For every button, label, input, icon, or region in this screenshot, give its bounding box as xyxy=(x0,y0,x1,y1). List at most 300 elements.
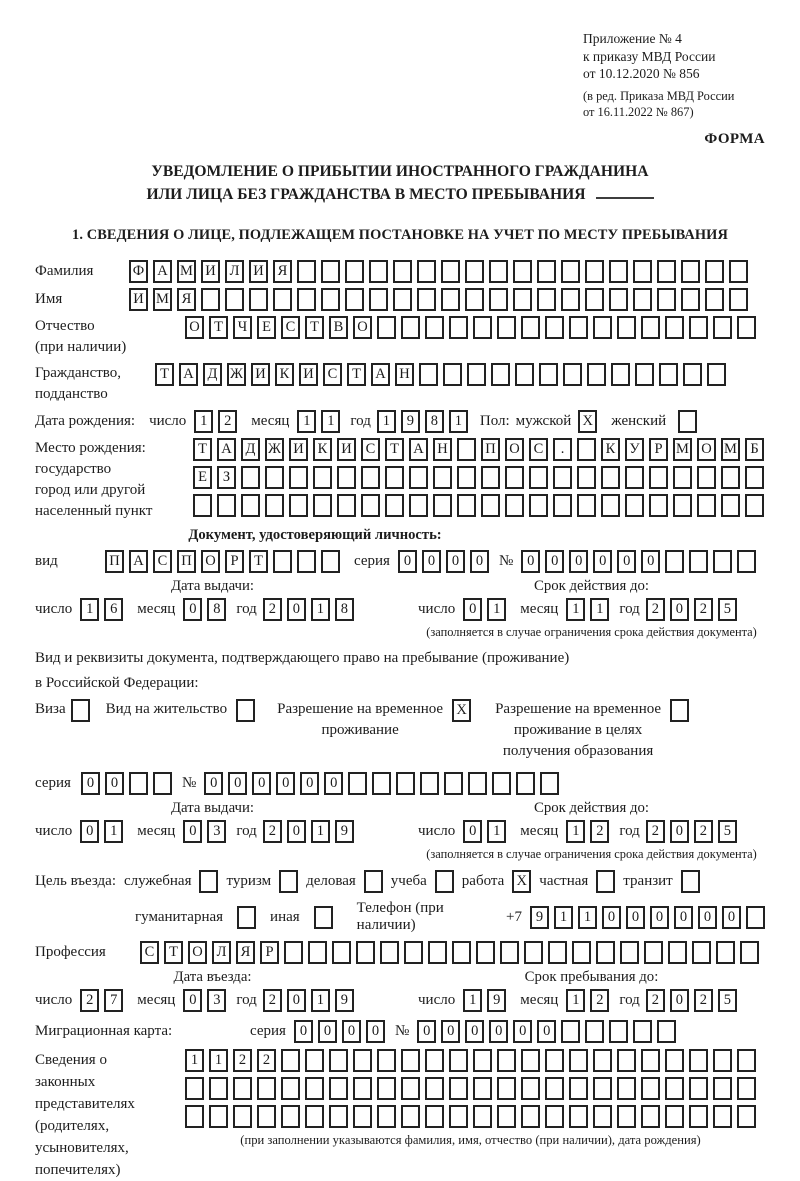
char-cell[interactable] xyxy=(372,772,391,795)
char-cell[interactable] xyxy=(313,494,332,517)
char-cell[interactable] xyxy=(737,316,756,339)
char-cell[interactable] xyxy=(409,466,428,489)
char-cell[interactable] xyxy=(329,1105,348,1128)
char-cell[interactable]: О xyxy=(188,941,207,964)
char-cell[interactable]: С xyxy=(140,941,159,964)
char-cell[interactable]: 1 xyxy=(311,820,330,843)
char-cell[interactable] xyxy=(491,363,510,386)
char-cell[interactable]: А xyxy=(371,363,390,386)
char-cell[interactable] xyxy=(305,1077,324,1100)
char-cell[interactable] xyxy=(665,1049,684,1072)
char-cell[interactable] xyxy=(641,1049,660,1072)
char-cell[interactable] xyxy=(513,288,532,311)
char-cell[interactable] xyxy=(393,260,412,283)
char-cell[interactable]: Т xyxy=(347,363,366,386)
char-cell[interactable] xyxy=(401,316,420,339)
char-cell[interactable] xyxy=(681,288,700,311)
char-cell[interactable]: С xyxy=(323,363,342,386)
char-cell[interactable]: Р xyxy=(649,438,668,461)
char-cell[interactable] xyxy=(553,494,572,517)
char-cell[interactable]: 0 xyxy=(602,906,621,929)
char-cell[interactable] xyxy=(697,466,716,489)
char-cell[interactable]: Т xyxy=(249,550,268,573)
char-cell[interactable] xyxy=(443,363,462,386)
char-cell[interactable] xyxy=(609,260,628,283)
char-cell[interactable] xyxy=(673,466,692,489)
char-cell[interactable] xyxy=(353,1049,372,1072)
char-cell[interactable]: Я xyxy=(177,288,196,311)
char-cell[interactable]: С xyxy=(281,316,300,339)
char-cell[interactable] xyxy=(593,316,612,339)
char-cell[interactable] xyxy=(433,494,452,517)
char-cell[interactable] xyxy=(265,494,284,517)
char-cell[interactable] xyxy=(745,494,764,517)
char-cell[interactable] xyxy=(297,550,316,573)
char-cell[interactable]: 2 xyxy=(694,598,713,621)
char-cell[interactable]: 0 xyxy=(463,820,482,843)
char-cell[interactable] xyxy=(241,494,260,517)
char-cell[interactable] xyxy=(289,466,308,489)
char-cell[interactable] xyxy=(649,466,668,489)
char-cell[interactable] xyxy=(209,1105,228,1128)
char-cell[interactable]: 2 xyxy=(694,820,713,843)
char-cell[interactable]: 0 xyxy=(545,550,564,573)
char-cell[interactable] xyxy=(348,772,367,795)
char-cell[interactable] xyxy=(513,260,532,283)
char-cell[interactable] xyxy=(617,1049,636,1072)
char-cell[interactable] xyxy=(329,1049,348,1072)
char-cell[interactable]: 2 xyxy=(263,598,282,621)
char-cell[interactable] xyxy=(273,550,292,573)
char-cell[interactable]: X xyxy=(452,699,471,722)
char-cell[interactable] xyxy=(468,772,487,795)
char-cell[interactable]: 0 xyxy=(521,550,540,573)
char-cell[interactable]: 0 xyxy=(513,1020,532,1043)
char-cell[interactable]: 0 xyxy=(183,989,202,1012)
char-cell[interactable]: 0 xyxy=(670,989,689,1012)
char-cell[interactable]: 1 xyxy=(80,598,99,621)
char-cell[interactable] xyxy=(237,906,256,929)
char-cell[interactable] xyxy=(452,941,471,964)
char-cell[interactable] xyxy=(689,316,708,339)
char-cell[interactable] xyxy=(377,1077,396,1100)
char-cell[interactable] xyxy=(356,941,375,964)
char-cell[interactable] xyxy=(585,288,604,311)
char-cell[interactable] xyxy=(569,316,588,339)
char-cell[interactable] xyxy=(435,870,454,893)
char-cell[interactable] xyxy=(361,466,380,489)
char-cell[interactable] xyxy=(657,1020,676,1043)
char-cell[interactable]: 0 xyxy=(294,1020,313,1043)
char-cell[interactable]: 1 xyxy=(566,989,585,1012)
char-cell[interactable] xyxy=(193,494,212,517)
char-cell[interactable]: 2 xyxy=(590,989,609,1012)
char-cell[interactable]: 9 xyxy=(530,906,549,929)
char-cell[interactable]: П xyxy=(105,550,124,573)
char-cell[interactable] xyxy=(609,288,628,311)
char-cell[interactable] xyxy=(659,363,678,386)
char-cell[interactable] xyxy=(393,288,412,311)
char-cell[interactable]: Т xyxy=(155,363,174,386)
char-cell[interactable] xyxy=(537,260,556,283)
char-cell[interactable]: 2 xyxy=(80,989,99,1012)
char-cell[interactable] xyxy=(313,466,332,489)
char-cell[interactable] xyxy=(737,1105,756,1128)
char-cell[interactable]: 0 xyxy=(465,1020,484,1043)
char-cell[interactable] xyxy=(401,1077,420,1100)
char-cell[interactable]: . xyxy=(553,438,572,461)
char-cell[interactable] xyxy=(185,1077,204,1100)
char-cell[interactable]: 9 xyxy=(487,989,506,1012)
char-cell[interactable] xyxy=(396,772,415,795)
char-cell[interactable] xyxy=(385,466,404,489)
char-cell[interactable] xyxy=(465,260,484,283)
char-cell[interactable] xyxy=(649,494,668,517)
char-cell[interactable] xyxy=(473,316,492,339)
char-cell[interactable] xyxy=(524,941,543,964)
char-cell[interactable]: 5 xyxy=(718,989,737,1012)
char-cell[interactable] xyxy=(71,699,90,722)
char-cell[interactable]: 6 xyxy=(104,598,123,621)
char-cell[interactable] xyxy=(457,438,476,461)
char-cell[interactable] xyxy=(740,941,759,964)
char-cell[interactable]: К xyxy=(601,438,620,461)
char-cell[interactable] xyxy=(537,288,556,311)
char-cell[interactable] xyxy=(601,466,620,489)
char-cell[interactable]: 2 xyxy=(590,820,609,843)
char-cell[interactable]: 2 xyxy=(646,820,665,843)
char-cell[interactable] xyxy=(401,1049,420,1072)
char-cell[interactable] xyxy=(681,870,700,893)
char-cell[interactable] xyxy=(561,1020,580,1043)
char-cell[interactable]: О xyxy=(201,550,220,573)
char-cell[interactable]: Т xyxy=(385,438,404,461)
char-cell[interactable] xyxy=(305,1049,324,1072)
char-cell[interactable]: Л xyxy=(212,941,231,964)
char-cell[interactable]: 0 xyxy=(342,1020,361,1043)
char-cell[interactable]: А xyxy=(153,260,172,283)
char-cell[interactable] xyxy=(713,1049,732,1072)
char-cell[interactable] xyxy=(500,941,519,964)
char-cell[interactable]: 1 xyxy=(321,410,340,433)
char-cell[interactable] xyxy=(209,1077,228,1100)
char-cell[interactable] xyxy=(297,288,316,311)
char-cell[interactable]: 3 xyxy=(207,820,226,843)
char-cell[interactable] xyxy=(745,466,764,489)
char-cell[interactable]: 0 xyxy=(650,906,669,929)
char-cell[interactable]: 0 xyxy=(593,550,612,573)
char-cell[interactable] xyxy=(417,260,436,283)
char-cell[interactable] xyxy=(353,1077,372,1100)
char-cell[interactable]: 1 xyxy=(487,598,506,621)
char-cell[interactable]: 0 xyxy=(287,598,306,621)
char-cell[interactable] xyxy=(521,316,540,339)
char-cell[interactable] xyxy=(441,260,460,283)
char-cell[interactable]: X xyxy=(578,410,597,433)
char-cell[interactable]: М xyxy=(153,288,172,311)
char-cell[interactable] xyxy=(611,363,630,386)
char-cell[interactable] xyxy=(529,466,548,489)
char-cell[interactable]: У xyxy=(625,438,644,461)
char-cell[interactable] xyxy=(257,1105,276,1128)
char-cell[interactable] xyxy=(641,1105,660,1128)
char-cell[interactable]: 0 xyxy=(722,906,741,929)
char-cell[interactable]: 0 xyxy=(398,550,417,573)
char-cell[interactable]: А xyxy=(409,438,428,461)
char-cell[interactable] xyxy=(233,1077,252,1100)
char-cell[interactable] xyxy=(345,288,364,311)
char-cell[interactable] xyxy=(678,410,697,433)
char-cell[interactable] xyxy=(737,1049,756,1072)
char-cell[interactable] xyxy=(129,772,148,795)
char-cell[interactable]: 2 xyxy=(218,410,237,433)
char-cell[interactable] xyxy=(425,1077,444,1100)
char-cell[interactable] xyxy=(281,1105,300,1128)
char-cell[interactable] xyxy=(596,870,615,893)
char-cell[interactable] xyxy=(593,1077,612,1100)
char-cell[interactable]: 0 xyxy=(204,772,223,795)
char-cell[interactable]: 8 xyxy=(425,410,444,433)
char-cell[interactable] xyxy=(521,1077,540,1100)
char-cell[interactable]: 0 xyxy=(537,1020,556,1043)
char-cell[interactable] xyxy=(492,772,511,795)
char-cell[interactable] xyxy=(668,941,687,964)
char-cell[interactable] xyxy=(284,941,303,964)
char-cell[interactable]: 1 xyxy=(311,598,330,621)
char-cell[interactable] xyxy=(617,316,636,339)
char-cell[interactable]: Е xyxy=(257,316,276,339)
char-cell[interactable]: С xyxy=(361,438,380,461)
char-cell[interactable]: И xyxy=(249,260,268,283)
char-cell[interactable] xyxy=(540,772,559,795)
char-cell[interactable] xyxy=(489,260,508,283)
char-cell[interactable] xyxy=(681,260,700,283)
char-cell[interactable]: 0 xyxy=(617,550,636,573)
char-cell[interactable] xyxy=(746,906,765,929)
char-cell[interactable] xyxy=(641,1077,660,1100)
char-cell[interactable]: М xyxy=(721,438,740,461)
char-cell[interactable]: И xyxy=(129,288,148,311)
char-cell[interactable] xyxy=(467,363,486,386)
char-cell[interactable]: Я xyxy=(273,260,292,283)
char-cell[interactable]: 7 xyxy=(104,989,123,1012)
char-cell[interactable] xyxy=(217,494,236,517)
char-cell[interactable]: 1 xyxy=(449,410,468,433)
char-cell[interactable] xyxy=(449,1049,468,1072)
char-cell[interactable] xyxy=(617,1105,636,1128)
char-cell[interactable]: 2 xyxy=(263,989,282,1012)
char-cell[interactable]: 1 xyxy=(104,820,123,843)
char-cell[interactable]: И xyxy=(289,438,308,461)
char-cell[interactable] xyxy=(417,288,436,311)
char-cell[interactable] xyxy=(620,941,639,964)
char-cell[interactable] xyxy=(596,941,615,964)
char-cell[interactable] xyxy=(587,363,606,386)
char-cell[interactable]: Ч xyxy=(233,316,252,339)
char-cell[interactable] xyxy=(409,494,428,517)
char-cell[interactable]: 9 xyxy=(335,820,354,843)
char-cell[interactable]: 5 xyxy=(718,820,737,843)
char-cell[interactable]: Д xyxy=(203,363,222,386)
char-cell[interactable] xyxy=(345,260,364,283)
char-cell[interactable] xyxy=(529,494,548,517)
char-cell[interactable] xyxy=(729,288,748,311)
char-cell[interactable]: 0 xyxy=(80,820,99,843)
char-cell[interactable] xyxy=(545,1105,564,1128)
char-cell[interactable]: 0 xyxy=(300,772,319,795)
char-cell[interactable] xyxy=(233,1105,252,1128)
char-cell[interactable] xyxy=(201,288,220,311)
char-cell[interactable]: 9 xyxy=(335,989,354,1012)
char-cell[interactable] xyxy=(729,260,748,283)
char-cell[interactable] xyxy=(425,316,444,339)
char-cell[interactable] xyxy=(505,494,524,517)
char-cell[interactable] xyxy=(633,288,652,311)
char-cell[interactable]: 9 xyxy=(401,410,420,433)
char-cell[interactable] xyxy=(481,466,500,489)
char-cell[interactable]: О xyxy=(353,316,372,339)
char-cell[interactable] xyxy=(705,260,724,283)
char-cell[interactable] xyxy=(497,1077,516,1100)
char-cell[interactable] xyxy=(419,363,438,386)
char-cell[interactable] xyxy=(569,1049,588,1072)
char-cell[interactable] xyxy=(516,772,535,795)
char-cell[interactable] xyxy=(721,466,740,489)
char-cell[interactable]: А xyxy=(179,363,198,386)
char-cell[interactable] xyxy=(625,494,644,517)
char-cell[interactable]: К xyxy=(313,438,332,461)
char-cell[interactable]: Т xyxy=(209,316,228,339)
char-cell[interactable]: 1 xyxy=(590,598,609,621)
char-cell[interactable] xyxy=(377,1049,396,1072)
char-cell[interactable] xyxy=(457,466,476,489)
char-cell[interactable] xyxy=(473,1105,492,1128)
char-cell[interactable] xyxy=(515,363,534,386)
char-cell[interactable] xyxy=(585,1020,604,1043)
char-cell[interactable]: 0 xyxy=(698,906,717,929)
char-cell[interactable] xyxy=(337,494,356,517)
char-cell[interactable] xyxy=(721,494,740,517)
char-cell[interactable] xyxy=(635,363,654,386)
char-cell[interactable]: 0 xyxy=(670,598,689,621)
char-cell[interactable] xyxy=(545,1049,564,1072)
char-cell[interactable] xyxy=(692,941,711,964)
char-cell[interactable]: 0 xyxy=(105,772,124,795)
char-cell[interactable] xyxy=(257,1077,276,1100)
char-cell[interactable]: 0 xyxy=(470,550,489,573)
char-cell[interactable]: О xyxy=(185,316,204,339)
char-cell[interactable] xyxy=(497,1049,516,1072)
char-cell[interactable]: 0 xyxy=(183,820,202,843)
char-cell[interactable]: 1 xyxy=(297,410,316,433)
char-cell[interactable] xyxy=(449,1105,468,1128)
char-cell[interactable]: 1 xyxy=(311,989,330,1012)
char-cell[interactable] xyxy=(633,1020,652,1043)
char-cell[interactable]: 2 xyxy=(646,989,665,1012)
char-cell[interactable]: 2 xyxy=(263,820,282,843)
char-cell[interactable] xyxy=(569,1105,588,1128)
char-cell[interactable] xyxy=(505,466,524,489)
char-cell[interactable]: 1 xyxy=(194,410,213,433)
char-cell[interactable] xyxy=(457,494,476,517)
char-cell[interactable]: 0 xyxy=(626,906,645,929)
char-cell[interactable] xyxy=(321,260,340,283)
char-cell[interactable]: 3 xyxy=(207,989,226,1012)
char-cell[interactable]: М xyxy=(673,438,692,461)
char-cell[interactable] xyxy=(609,1020,628,1043)
char-cell[interactable] xyxy=(428,941,447,964)
char-cell[interactable] xyxy=(716,941,735,964)
char-cell[interactable]: Т xyxy=(305,316,324,339)
char-cell[interactable]: 0 xyxy=(463,598,482,621)
char-cell[interactable]: А xyxy=(129,550,148,573)
char-cell[interactable] xyxy=(539,363,558,386)
char-cell[interactable] xyxy=(489,288,508,311)
char-cell[interactable] xyxy=(665,1077,684,1100)
char-cell[interactable] xyxy=(713,550,732,573)
char-cell[interactable]: 2 xyxy=(694,989,713,1012)
char-cell[interactable]: А xyxy=(217,438,236,461)
char-cell[interactable] xyxy=(577,438,596,461)
char-cell[interactable] xyxy=(737,550,756,573)
char-cell[interactable]: И xyxy=(337,438,356,461)
char-cell[interactable] xyxy=(297,260,316,283)
char-cell[interactable] xyxy=(332,941,351,964)
char-cell[interactable] xyxy=(670,699,689,722)
char-cell[interactable]: Р xyxy=(225,550,244,573)
char-cell[interactable] xyxy=(449,1077,468,1100)
char-cell[interactable]: 8 xyxy=(207,598,226,621)
char-cell[interactable] xyxy=(561,288,580,311)
char-cell[interactable] xyxy=(241,466,260,489)
char-cell[interactable] xyxy=(553,466,572,489)
char-cell[interactable]: И xyxy=(299,363,318,386)
char-cell[interactable] xyxy=(425,1105,444,1128)
char-cell[interactable] xyxy=(444,772,463,795)
char-cell[interactable]: 1 xyxy=(463,989,482,1012)
char-cell[interactable]: Ф xyxy=(129,260,148,283)
char-cell[interactable] xyxy=(249,288,268,311)
char-cell[interactable] xyxy=(689,1049,708,1072)
char-cell[interactable] xyxy=(385,494,404,517)
char-cell[interactable] xyxy=(185,1105,204,1128)
char-cell[interactable]: Д xyxy=(241,438,260,461)
char-cell[interactable] xyxy=(305,1105,324,1128)
char-cell[interactable] xyxy=(225,288,244,311)
char-cell[interactable]: Р xyxy=(260,941,279,964)
char-cell[interactable]: 0 xyxy=(318,1020,337,1043)
char-cell[interactable] xyxy=(281,1077,300,1100)
char-cell[interactable] xyxy=(569,1077,588,1100)
char-cell[interactable] xyxy=(601,494,620,517)
char-cell[interactable]: 1 xyxy=(578,906,597,929)
char-cell[interactable]: 0 xyxy=(417,1020,436,1043)
char-cell[interactable] xyxy=(308,941,327,964)
char-cell[interactable] xyxy=(425,1049,444,1072)
char-cell[interactable]: Ж xyxy=(265,438,284,461)
char-cell[interactable] xyxy=(329,1077,348,1100)
char-cell[interactable] xyxy=(404,941,423,964)
char-cell[interactable]: 0 xyxy=(674,906,693,929)
char-cell[interactable] xyxy=(707,363,726,386)
char-cell[interactable]: Е xyxy=(193,466,212,489)
char-cell[interactable]: 0 xyxy=(441,1020,460,1043)
char-cell[interactable] xyxy=(433,466,452,489)
char-cell[interactable] xyxy=(561,260,580,283)
char-cell[interactable] xyxy=(377,316,396,339)
char-cell[interactable]: 1 xyxy=(487,820,506,843)
char-cell[interactable] xyxy=(673,494,692,517)
